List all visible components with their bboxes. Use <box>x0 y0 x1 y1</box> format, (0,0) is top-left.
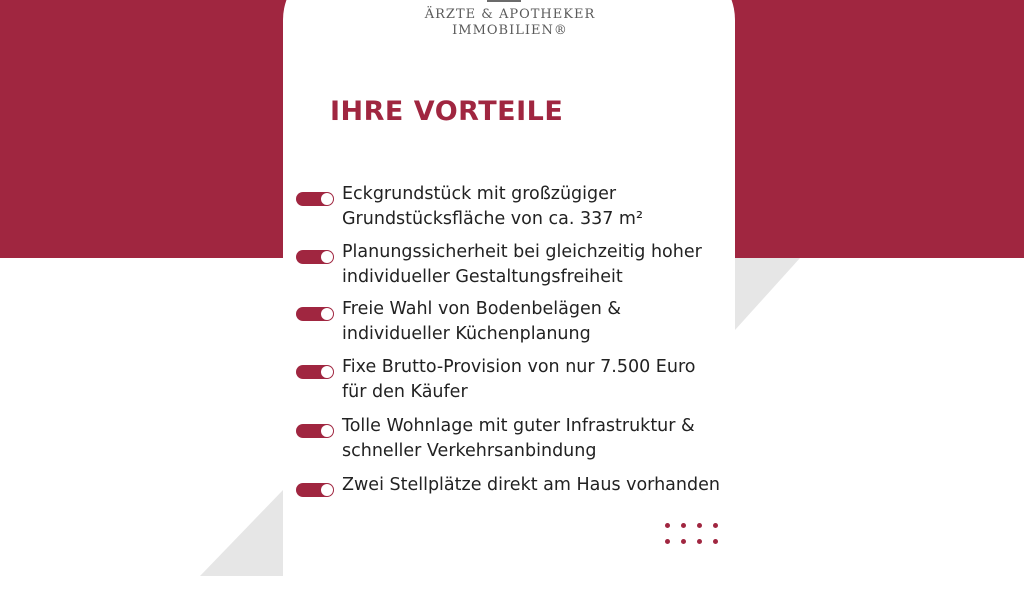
benefit-text: Planungssicherheit bei gleichzeitig hoher individueller Gestaltungsfreiheit <box>342 242 702 287</box>
toggle-icon <box>296 307 334 321</box>
benefit-item <box>294 244 724 294</box>
toggle-icon <box>296 365 334 379</box>
logo-line-1: ÄRZTE & APOTHEKER <box>424 7 596 22</box>
benefit-item <box>294 418 724 468</box>
benefit-text: Zwei Stellplätze direkt am Haus vorhanden <box>342 475 720 495</box>
toggle-icon <box>296 250 334 264</box>
benefit-item <box>294 186 724 236</box>
toggle-icon <box>296 483 334 497</box>
benefit-text: Eckgrundstück mit großzügiger Grundstücksfläche von ca. 337 m² <box>342 184 643 229</box>
logo-icon <box>487 0 521 2</box>
benefit-item <box>294 477 724 527</box>
toggle-icon <box>296 192 334 206</box>
page-title: IHRE VORTEILE <box>330 96 564 127</box>
benefit-text: Tolle Wohnlage mit guter Infrastruktur & schneller Verkehrsanbindung <box>342 416 695 461</box>
benefit-text: Freie Wahl von Bodenbelägen & individueller Küchenplanung <box>342 299 622 344</box>
decorative-dots-icon <box>665 520 725 550</box>
toggle-icon <box>296 424 334 438</box>
benefit-text: Fixe Brutto-Provision von nur 7.500 Euro für den Käufer <box>342 357 696 402</box>
top-deco-icon <box>300 0 370 4</box>
logo-line-2: IMMOBILIEN® <box>452 23 568 38</box>
benefit-item <box>294 301 724 351</box>
benefit-item <box>294 359 724 409</box>
